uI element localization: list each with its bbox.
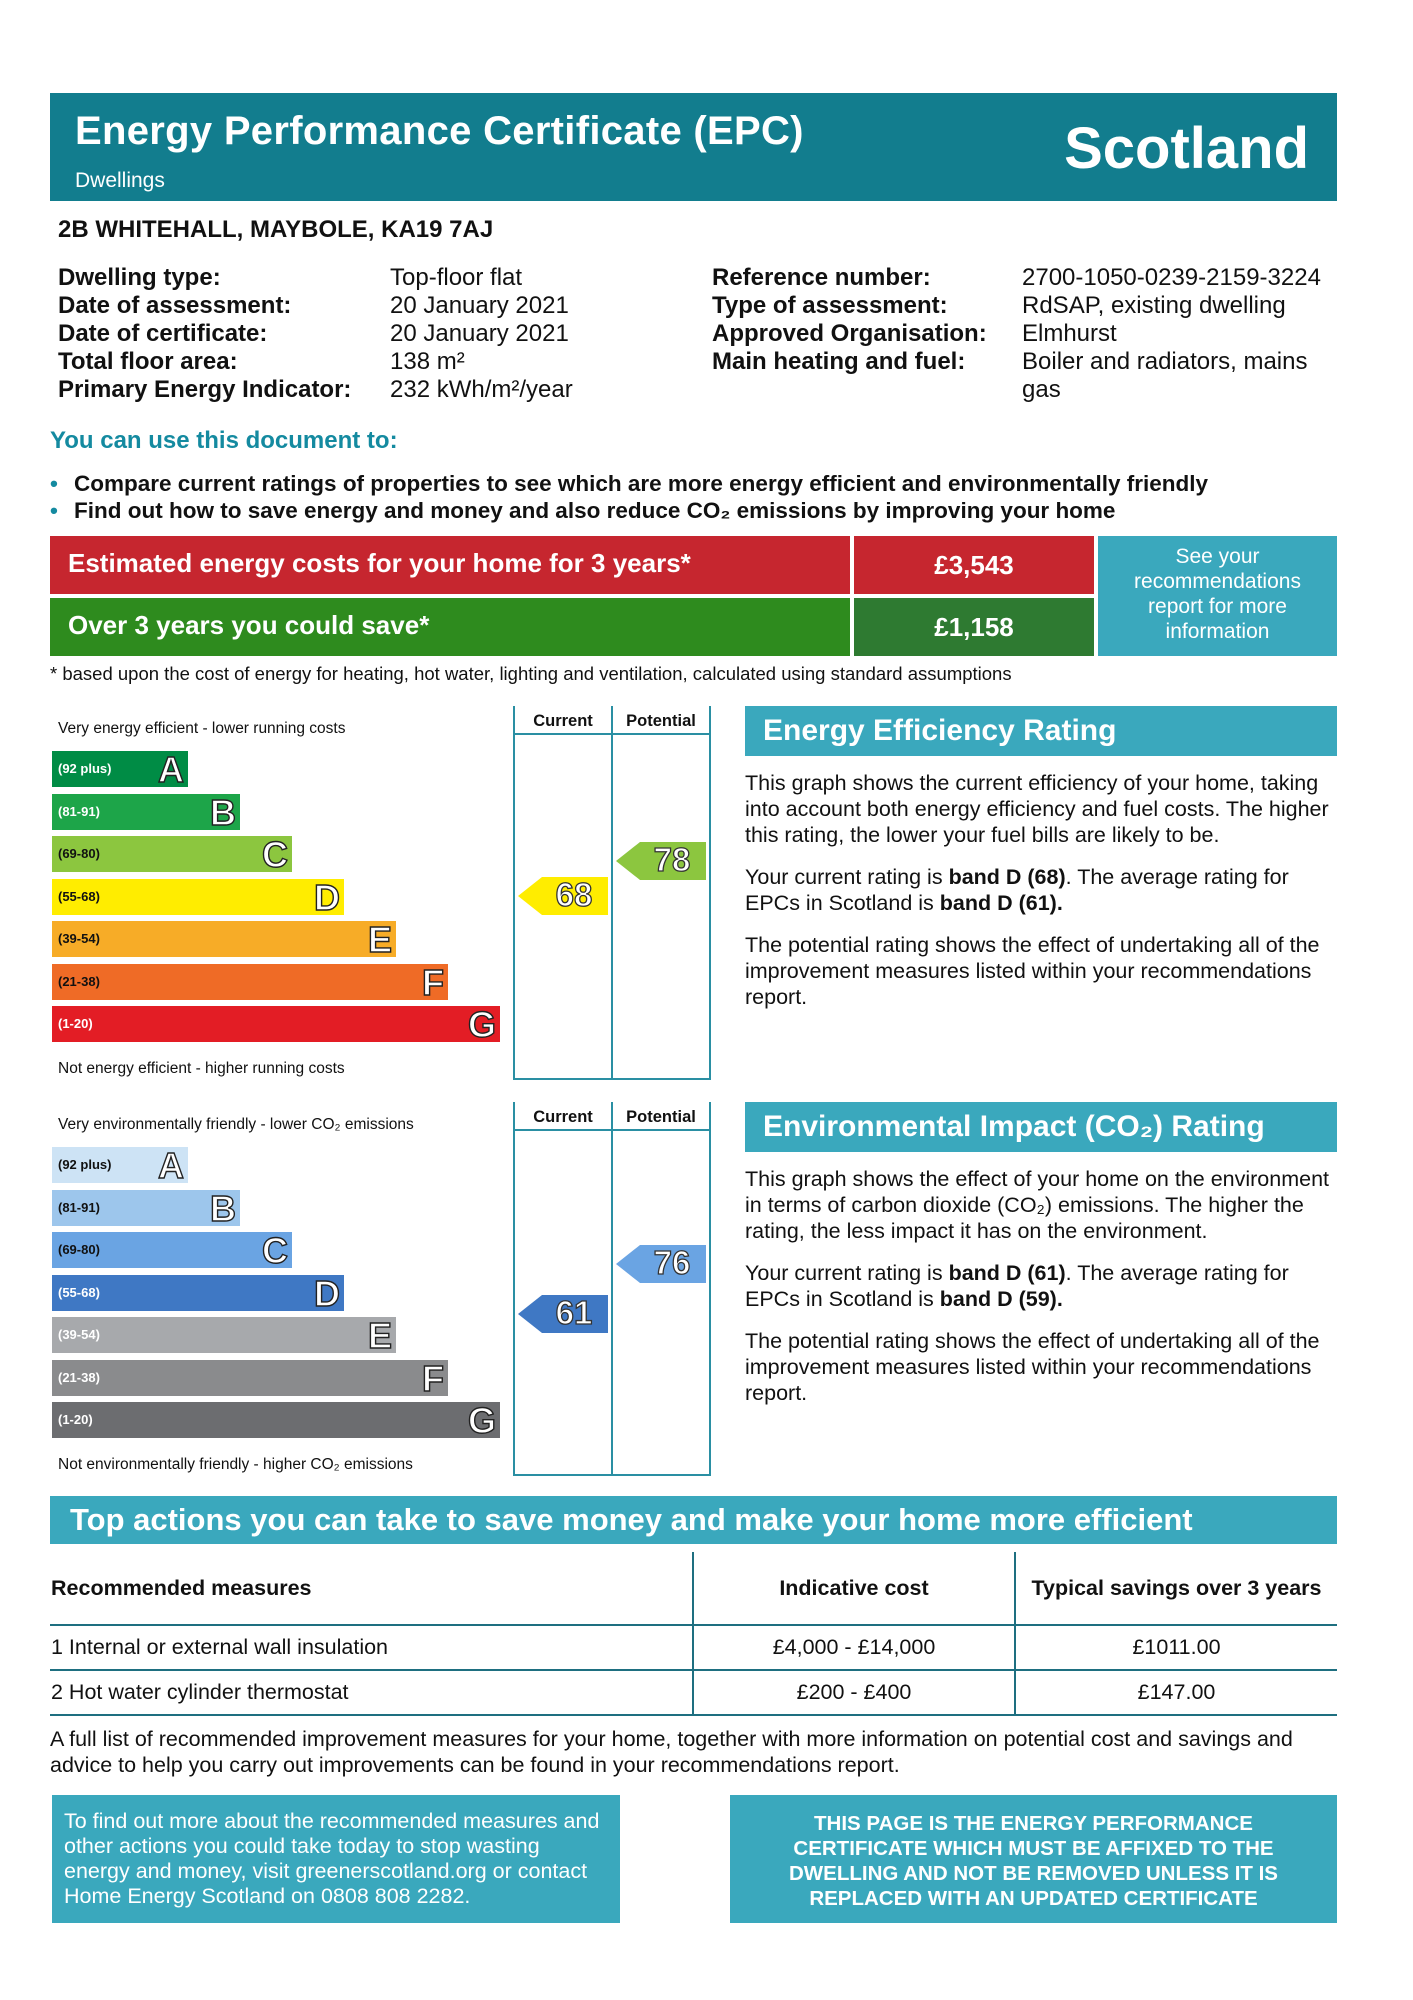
detail-value: 138 m² [390, 348, 465, 375]
band-range: (69-80) [58, 846, 100, 861]
energy-potential-paragraph: The potential rating shows the effect of undertaking all of the improvement measures listed within your recommendations report. [745, 933, 1320, 1009]
full-list-note: A full list of recommended improvement measures for your home, together with more information on potential cost and savings and advice to help you carry out improvements can be found in your recommendations report. [50, 1727, 1293, 1777]
save-label: Over 3 years you could save* [68, 610, 430, 640]
chart-bottom-label: Not environmentally friendly - higher CO₂ emissions [58, 1456, 413, 1473]
env-paragraph: This graph shows the effect of your home on the environment in terms of carbon dioxide (CO₂) emissions. The higher the rating, the less impact it has on the environment. [745, 1167, 1330, 1243]
detail-label: Dwelling type: [58, 264, 221, 291]
energy-rating-chart [50, 706, 710, 1080]
current-header: Current [533, 712, 593, 730]
band-letter: D [314, 876, 340, 918]
band-range: (81-91) [58, 1199, 100, 1215]
rating-band-g [52, 1400, 500, 1441]
certificate-notice-box: THIS PAGE IS THE ENERGY PERFORMANCE CERTIFICATE WHICH MUST BE AFFIXED TO THE DWELLING AND NOT BE REMOVED UNLESS IT IS REPLACED WITH AN UPDATED CERTIFICATE [730, 1795, 1337, 1923]
band-letter: E [367, 919, 392, 960]
table-header-row [50, 1552, 1337, 1625]
column-header-rule [513, 733, 711, 735]
chart-bottom-label: Not energy efficient - higher running costs [58, 1060, 345, 1077]
country-label: Scotland [1064, 116, 1309, 181]
estimated-cost-label: Estimated energy costs for your home for 3 years* [68, 548, 691, 578]
band-range: (39-54) [58, 931, 100, 946]
band-range: (55-68) [58, 888, 100, 904]
detail-value: 20 January 2021 [390, 320, 569, 347]
rating-band-d [52, 876, 344, 918]
band-range: (55-68) [58, 1284, 100, 1300]
detail-label: Date of assessment: [58, 292, 292, 319]
details-left [58, 264, 573, 404]
col-header-cost: Indicative cost [693, 1552, 1015, 1625]
bullet-icon: • [50, 471, 58, 496]
band-range: (92 plus) [58, 1157, 112, 1172]
band-letter: F [422, 1357, 444, 1399]
col-header-savings: Typical savings over 3 years [1015, 1552, 1337, 1625]
bullet-text: Find out how to save energy and money and also reduce CO₂ emissions by improving your home [74, 498, 1116, 523]
detail-value: 2700-1050-0239-2159-3224 [1022, 264, 1321, 291]
recommended-measures-table [50, 1552, 1337, 1716]
average-band: band D (59). [939, 1287, 1063, 1311]
energy-rating-title: Energy Efficiency Rating [745, 706, 1337, 756]
detail-label: Type of assessment: [712, 292, 948, 319]
energy-average-paragraph [745, 864, 1337, 916]
rating-band-b [52, 791, 240, 833]
rating-value: 61 [555, 1294, 593, 1332]
detail-value: RdSAP, existing dwelling [1022, 292, 1286, 319]
details-right [712, 264, 1342, 404]
environmental-rating-text [745, 1166, 1337, 1422]
current-band: band D (68) [948, 865, 1066, 889]
detail-value: 232 kWh/m²/year [390, 376, 573, 403]
potential-header: Potential [626, 712, 696, 730]
certificate-title: Energy Performance Certificate (EPC) [75, 109, 804, 153]
rating-band-d [52, 1272, 344, 1314]
band-range: (39-54) [58, 1327, 100, 1342]
column-header-rule [513, 1129, 711, 1131]
chart-right-line [709, 1102, 711, 1476]
measure-cell: 1 Internal or external wall insulation [50, 1625, 693, 1670]
band-range: (92 plus) [58, 761, 112, 776]
detail-value: Elmhurst [1022, 320, 1117, 347]
band-letter: A [158, 1145, 184, 1186]
text-run: Your current rating is [745, 1261, 949, 1285]
bullet-icon: • [50, 498, 58, 523]
detail-value: Top-floor flat [390, 264, 523, 291]
detail-label: Date of certificate: [58, 320, 268, 347]
table-row [50, 1670, 1337, 1715]
band-range: (69-80) [58, 1242, 100, 1257]
col-header-measures: Recommended measures [50, 1552, 693, 1625]
rating-band-f [52, 961, 448, 1003]
cost-footnote: * based upon the cost of energy for heating, hot water, lighting and ventilation, calculated using standard assumptions [50, 663, 1012, 684]
detail-value: 20 January 2021 [390, 292, 569, 319]
rating-value: 78 [653, 840, 691, 878]
rating-band-g [52, 1004, 500, 1045]
find-out-more-box: To find out more about the recommended measures and other actions you could take today to stop wasting energy and money, visit greenerscotland.org or contact Home Energy Scotland on 0808 808 2282. [52, 1795, 620, 1923]
band-letter: C [262, 834, 288, 875]
rating-band-a [52, 1145, 188, 1186]
band-letter: A [158, 749, 184, 790]
chart-top-label: Very energy efficient - lower running costs [58, 720, 346, 737]
detail-label: Reference number: [712, 264, 931, 291]
band-letter: F [422, 961, 444, 1003]
band-letter: B [210, 791, 236, 833]
chart-top-label: Very environmentally friendly - lower CO₂ emissions [58, 1116, 414, 1133]
rating-value: 68 [555, 875, 593, 913]
current-column-line [513, 706, 515, 1080]
band-range: (21-38) [58, 1369, 100, 1385]
bullet-text: Compare current ratings of properties to see which are more energy efficient and environmentally friendly [74, 471, 1209, 496]
rating-value: 76 [653, 1244, 691, 1282]
use-heading: You can use this document to: [50, 427, 398, 454]
detail-label: Primary Energy Indicator: [58, 376, 352, 403]
current-rating-arrow [518, 1295, 608, 1333]
see-recommendations-box[interactable]: See your recommendations report for more information [1098, 536, 1337, 656]
table-row [50, 1625, 1337, 1670]
current-rating-arrow [518, 877, 608, 915]
chart-bottom-rule [513, 1078, 711, 1080]
chart-right-line [709, 706, 711, 1080]
environmental-rating-title: Environmental Impact (CO₂) Rating [745, 1102, 1337, 1152]
band-letter: B [210, 1187, 236, 1229]
potential-rating-arrow [616, 1245, 706, 1283]
energy-paragraph: This graph shows the current efficiency of your home, taking into account both energy efficiency and fuel costs. The higher this rating, the lower your fuel bills are likely to be. [745, 771, 1329, 847]
rating-band-c [52, 1230, 292, 1271]
energy-rating-text [745, 770, 1337, 1026]
current-band: band D (61) [948, 1261, 1066, 1285]
property-address: 2B WHITEHALL, MAYBOLE, KA19 7AJ [58, 216, 494, 243]
current-column-line [513, 1102, 515, 1476]
band-range: (1-20) [58, 1412, 93, 1427]
savings-cell: £147.00 [1015, 1670, 1337, 1715]
environmental-rating-chart [50, 1102, 710, 1476]
detail-label: Main heating and fuel: [712, 348, 966, 375]
epc-header [50, 93, 1337, 201]
rating-band-e [52, 919, 396, 960]
savings-cell: £1011.00 [1015, 1625, 1337, 1670]
band-letter: G [467, 1400, 496, 1441]
band-letter: C [262, 1230, 288, 1271]
env-potential-paragraph: The potential rating shows the effect of undertaking all of the improvement measures listed within your recommendations report. [745, 1329, 1320, 1405]
rating-band-b [52, 1187, 240, 1229]
band-range: (81-91) [58, 803, 100, 819]
detail-label: Total floor area: [58, 348, 238, 375]
top-actions-title: Top actions you can take to save money and make your home more efficient [50, 1496, 1337, 1544]
potential-column-line [611, 1102, 613, 1476]
detail-label: Approved Organisation: [712, 320, 987, 347]
rating-band-c [52, 834, 292, 875]
text-run: Your current rating is [745, 865, 949, 889]
save-value: £1,158 [854, 598, 1094, 656]
use-bullets [50, 470, 1208, 524]
rating-band-e [52, 1315, 396, 1356]
estimated-cost-label-box [50, 536, 850, 594]
rating-band-f [52, 1357, 448, 1399]
potential-column-line [611, 706, 613, 1080]
measure-cell: 2 Hot water cylinder thermostat [50, 1670, 693, 1715]
average-band: band D (61). [939, 891, 1063, 915]
current-header: Current [533, 1108, 593, 1126]
cost-cell: £4,000 - £14,000 [693, 1625, 1015, 1670]
band-letter: D [314, 1272, 340, 1314]
band-range: (21-38) [58, 973, 100, 989]
text-run: . The average rating for EPCs in Scotland is [745, 865, 1289, 915]
potential-header: Potential [626, 1108, 696, 1126]
potential-rating-arrow [616, 842, 706, 880]
certificate-subtitle: Dwellings [75, 169, 165, 192]
save-label-box [50, 598, 850, 656]
cost-cell: £200 - £400 [693, 1670, 1015, 1715]
band-range: (1-20) [58, 1016, 93, 1031]
chart-bottom-rule [513, 1474, 711, 1476]
estimated-cost-value: £3,543 [854, 536, 1094, 594]
text-run: . The average rating for EPCs in Scotland is [745, 1261, 1289, 1311]
env-average-paragraph [745, 1260, 1337, 1312]
rating-band-a [52, 749, 188, 790]
band-letter: G [467, 1004, 496, 1045]
band-letter: E [367, 1315, 392, 1356]
detail-value: Boiler and radiators, mains gas [1022, 348, 1308, 403]
